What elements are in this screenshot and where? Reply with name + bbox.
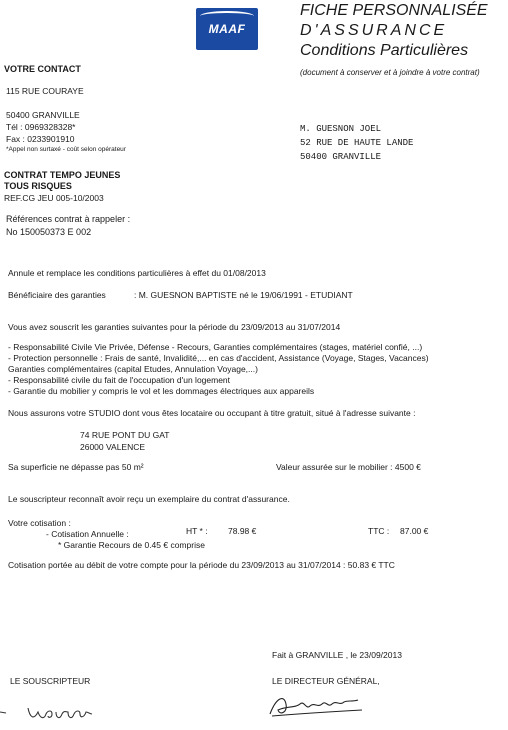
director-signature [266,690,366,720]
contract-name-line2: TOUS RISQUES [4,181,72,191]
annual-label: - Cotisation Annuelle : [46,529,129,539]
ht-label: HT * : [186,526,208,536]
guarantee-item: - Responsabilité Civile Vie Privée, Défense - Recours, Garanties complémentaires (stages, matériel confié, ...) [8,342,423,352]
recours-note: * Garantie Recours de 0.45 € comprise [58,540,205,550]
cotisation-label: Votre cotisation : [8,518,71,528]
logo-text: MAAF [208,22,246,36]
contact-street: 115 RUE COURAYE [6,86,84,96]
contact-tel: Tél : 0969328328* [6,122,76,132]
guarantee-item: - Protection personnelle : Frais de santé, Invalidité,... en cas d'accident, Assistance (Voyage, Stages, Vacances) [8,353,429,363]
maaf-logo [196,8,258,50]
contact-note: *Appel non surtaxé - coût selon opérateur [6,146,126,153]
insured-address-line1: 74 RUE PONT DU GAT [80,430,170,440]
recipient-street: 52 RUE DE HAUTE LANDE [300,138,414,148]
contract-ref-cg: REF.CG JEU 005-10/2003 [4,193,104,203]
contact-heading: VOTRE CONTACT [4,64,81,74]
ht-value: 78.98 € [228,526,257,536]
subscribed-text: Vous avez souscrit les garanties suivantes pour la période du 23/09/2013 au 31/07/2014 [8,322,341,332]
subscriber-signature [0,700,140,726]
insure-text: Nous assurons votre STUDIO dont vous êtes locataire ou occupant à titre gratuit, situé à l'adresse suivante : [8,408,416,418]
contract-name-line1: CONTRAT TEMPO JEUNES [4,170,121,180]
beneficiary-label: Bénéficiaire des garanties [8,290,106,300]
contract-number: No 150050373 E 002 [6,227,92,237]
subscriber-label: LE SOUSCRIPTEUR [10,676,91,686]
made-at: Fait à GRANVILLE , le 23/09/2013 [272,650,402,660]
insured-address-line2: 26000 VALENCE [80,442,146,452]
doc-title-line2: D'ASSURANCE [300,22,448,39]
doc-title-line3: Conditions Particulières [300,42,469,59]
guarantee-item: - Garantie du mobilier y compris le vol et les dommages électriques aux appareils [8,386,315,396]
contract-refs-label: Références contrat à rappeler : [6,214,131,224]
logo-arc [200,11,254,21]
guarantee-item: - Responsabilité civile du fait de l'occupation d'un logement [8,375,231,385]
recipient-name: M. GUESNON JOEL [300,124,382,134]
debit-text: Cotisation portée au débit de votre compte pour la période du 23/09/2013 au 31/07/2014 : 50.83 € TTC [8,560,395,570]
surface-text: Sa superficie ne dépasse pas 50 m² [8,462,144,472]
insured-value: Valeur assurée sur le mobilier : 4500 € [276,462,421,472]
doc-title-line1: FICHE PERSONNALISÉE [300,2,488,19]
recipient-city: 50400 GRANVILLE [300,152,382,162]
acknowledge-text: Le souscripteur reconnaît avoir reçu un exemplaire du contrat d'assurance. [8,494,290,504]
replace-text: Annule et remplace les conditions particulières à effet du 01/08/2013 [8,268,266,278]
doc-title-note: (document à conserver et à joindre à votre contrat) [300,68,480,77]
ttc-label: TTC : [368,526,390,536]
contact-city: 50400 GRANVILLE [6,110,80,120]
guarantee-item: Garanties complémentaires (capital Etudes, Annulation Voyage,...) [8,364,258,374]
beneficiary-value: : M. GUESNON BAPTISTE né le 19/06/1991 - ETUDIANT [134,290,353,300]
contact-fax: Fax : 0233901910 [6,134,75,144]
ttc-value: 87.00 € [400,526,429,536]
director-label: LE DIRECTEUR GÉNÉRAL, [272,676,380,686]
